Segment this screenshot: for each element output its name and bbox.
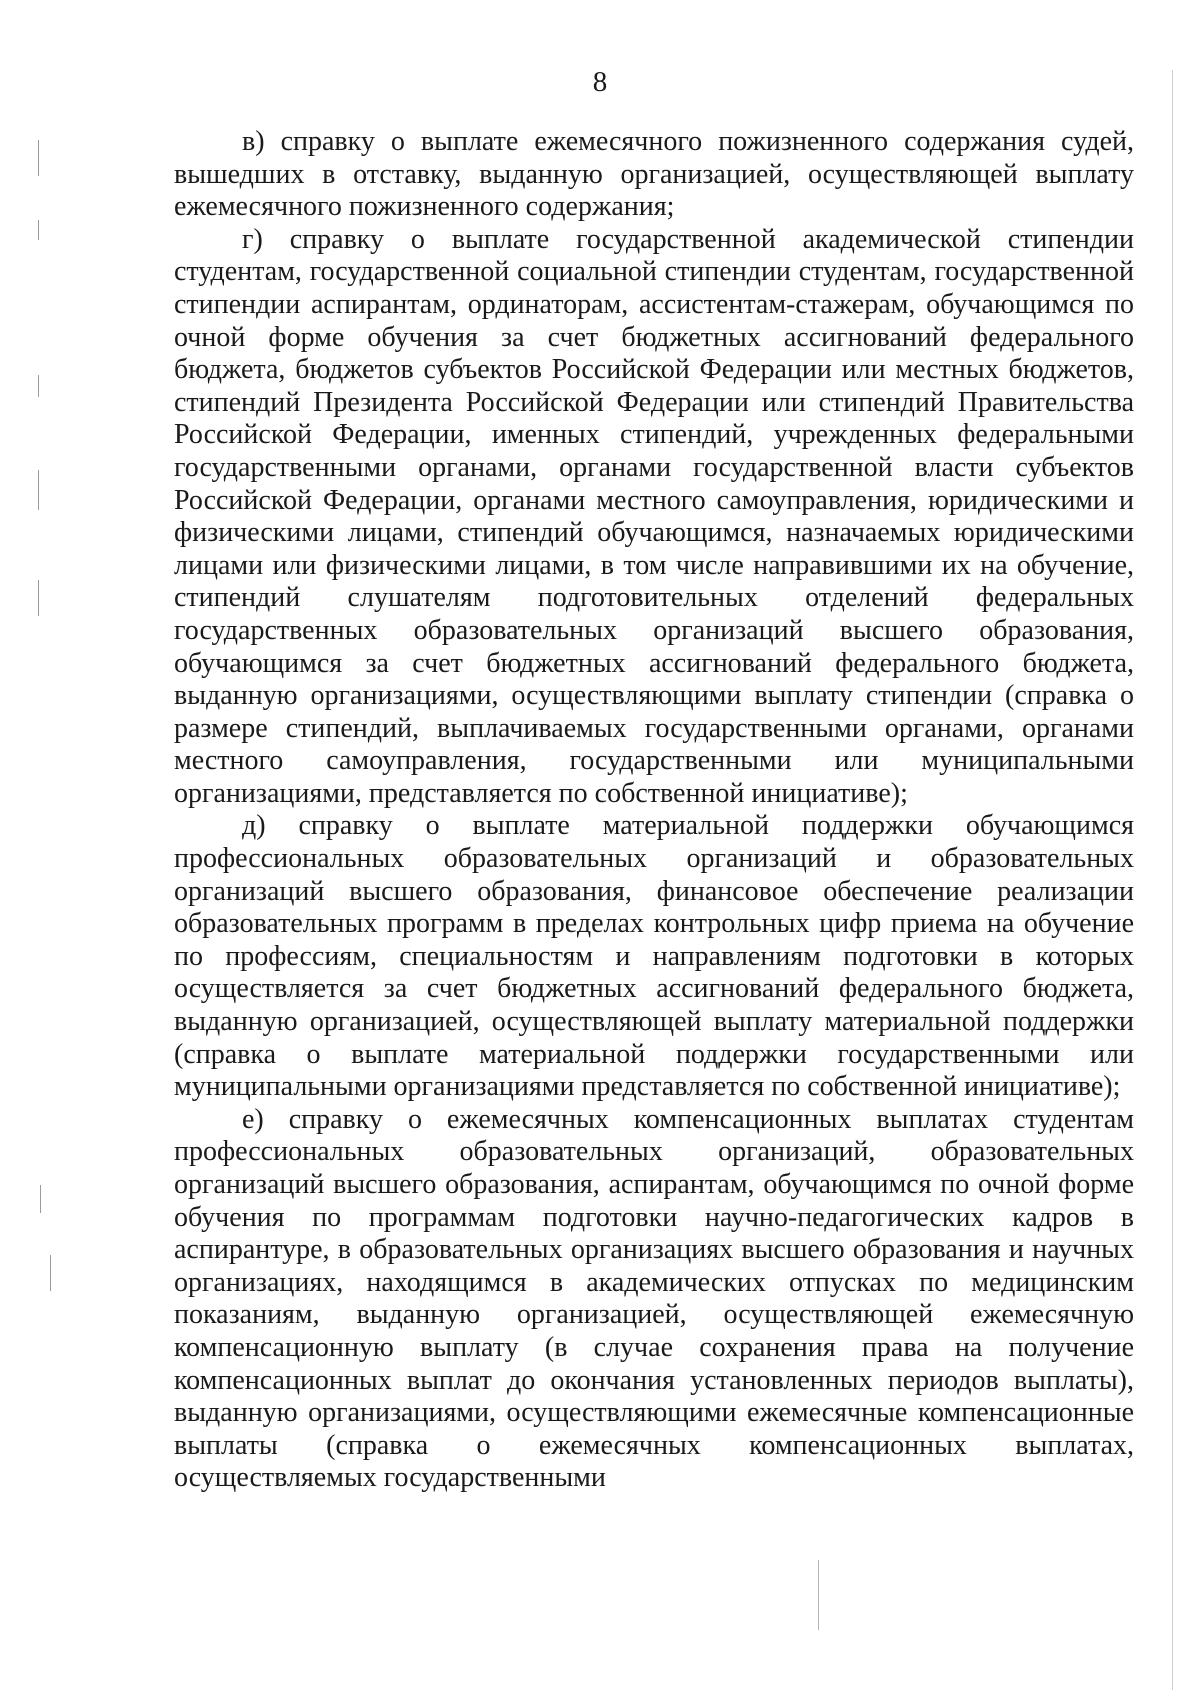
scan-mark-left-1 [38, 140, 39, 176]
scan-mark-center-1 [818, 1560, 819, 1630]
scan-mark-left-4 [38, 470, 39, 510]
paragraph-d: д) справку о выплате материальной поддержки обучающимся профессиональных образовательных организаций и образовательных организаций высшего образования, финансовое обеспечение реализации образовательных программ в пределах контрольных цифр приема на обучение по профессиям, специальностям и направлениям подготовки в которых осуществляется за счет бюджетных ассигнований федерального бюджета, выданную организацией, осуществляющей выплату материальной поддержки (справка о выплате материальной поддержки государственными или муниципальными организациями представляется по собственной инициативе); [174, 810, 1134, 1103]
scan-mark-right-1 [1172, 70, 1173, 1690]
page-number: 8 [592, 66, 608, 98]
scan-mark-left-6 [40, 1185, 41, 1213]
paragraph-e: е) справку о ежемесячных компенсационных выплатах студентам профессиональных образовательных организаций, образовательных организаций высшего образования, аспирантам, обучающимся по очной форме обучения по программам подготовки научно-педагогических кадров в аспирантуре, в образовательных организациях высшего образования и научных организациях, находящимся в академических отпусках по медицинским показаниям, выданную организацией, осуществляющей ежемесячную компенсационную выплату (в случае сохранения права на получение компенсационных выплат до окончания установленных периодов выплаты), выданную организациями, осуществляющими ежемесячные компенсационные выплаты (справка о ежемесячных компенсационных выплатах, осуществляемых государственными [174, 1103, 1134, 1494]
scan-mark-left-5 [38, 580, 39, 616]
paragraph-g: г) справку о выплате государственной академической стипендии студентам, государственной социальной стипендии студентам, государственной стипендии аспирантам, ординаторам, ассистентам-стажерам, обучающимся по очной форме обучения за счет бюджетных ассигнований федерального бюджета, бюджетов субъектов Российской Федерации или местных бюджетов, стипендий Президента Российской Федерации или стипендий Правительства Российской Федерации, именных стипендий, учрежденных федеральными государственными органами, органами государственной власти субъектов Российской Федерации, органами местного самоуправления, юридическими и физическими лицами, стипендий обучающимся, назначаемых юридическими лицами или физическими лицами, в том числе направившими их на обучение, стипендий слушателям подготовительных отделений федеральных государственных образовательных организаций высшего образования, обучающимся за счет бюджетных ассигнований федерального бюджета, выданную организациями, осуществляющими выплату стипендии (справка о размере стипендий, выплачиваемых государственными органами, органами местного самоуправления, государственными или муниципальными организациями, представляется по собственной инициативе); [174, 223, 1134, 809]
scan-mark-left-2 [38, 220, 39, 240]
scan-mark-left-7 [50, 1255, 51, 1291]
document-body [174, 126, 1134, 1495]
paragraph-v: в) справку о выплате ежемесячного пожизненного содержания судей, вышедших в отставку, выданную организацией, осуществляющей выплату ежемесячного пожизненного содержания; [174, 126, 1134, 223]
scan-mark-left-3 [38, 375, 39, 397]
